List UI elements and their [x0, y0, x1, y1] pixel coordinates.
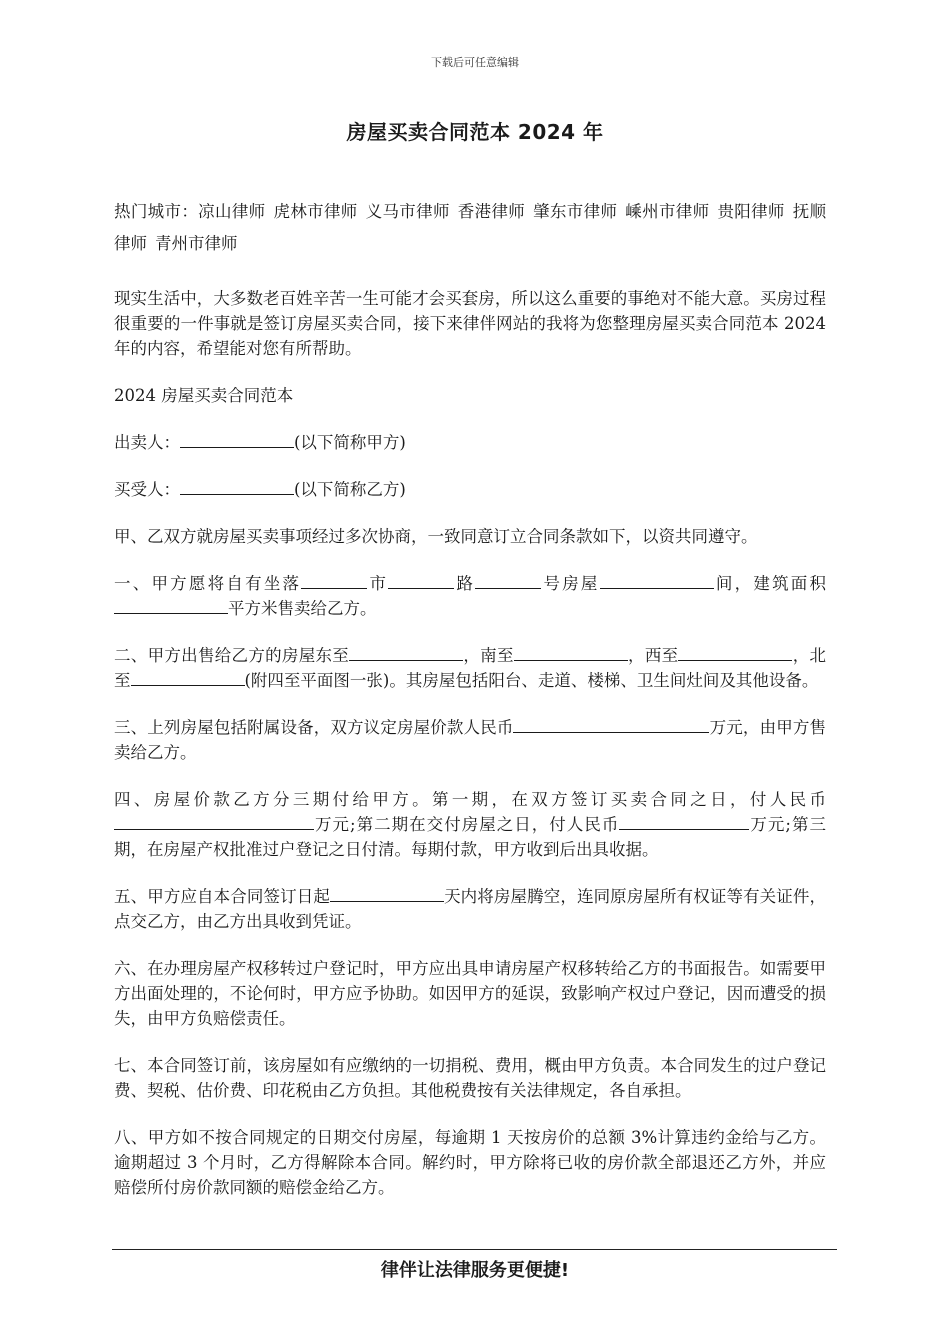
- city-link[interactable]: 凉山律师: [198, 202, 266, 221]
- intro-paragraph: 现实生活中，大多数老百姓辛苦一生可能才会买套房，所以这么重要的事绝对不能大意。买房过程很重要的一件事就是签订房屋买卖合同，接下来律伴网站的我将为您整理房屋买卖合同范本 2024 年的内容，希望能对您有所帮助。: [114, 289, 826, 358]
- clause-text: 三、上列房屋包括附属设备，双方议定房屋价款人民币: [114, 718, 514, 737]
- buyer-blank: [180, 477, 294, 495]
- seller-line: [114, 430, 826, 455]
- clause-text: ，西至: [627, 646, 679, 665]
- clause-text: 四、房屋价款乙方分三期付给甲方。第一期，在双方签订买卖合同之日，付人民币: [114, 790, 826, 809]
- header-note: 下载后可任意编辑: [431, 56, 519, 69]
- seller-suffix: (以下简称甲方): [294, 433, 406, 452]
- blank: [678, 643, 792, 661]
- clause-text: 二、甲方出售给乙方的房屋东至: [114, 646, 350, 665]
- blank: [330, 884, 444, 902]
- clause-1: [114, 571, 826, 621]
- clause-text: ，北至: [114, 646, 827, 690]
- blank: [131, 668, 245, 686]
- clause-6: 六、在办理房屋产权移转过户登记时，甲方应出具申请房屋产权移转给乙方的书面报告。如需要甲方出面处理的，不论何时，甲方应予协助。如因甲方的延误，致影响产权过户登记，因而遭受的损失，由甲方负赔偿责任。: [114, 959, 826, 1028]
- city-link[interactable]: 虎林市律师: [273, 202, 358, 221]
- clause-text: 万元;第二期在交付房屋之日，付人民币: [314, 815, 620, 834]
- seller-label: 出卖人：: [114, 433, 180, 452]
- contract-subtitle: 2024 房屋买卖合同范本: [114, 386, 294, 405]
- blank: [349, 643, 463, 661]
- city-link[interactable]: 肇东市律师: [533, 202, 618, 221]
- buyer-suffix: (以下简称乙方): [294, 480, 406, 499]
- clause-text: 五、甲方应自本合同签订日起: [114, 887, 330, 906]
- clause-text: 天内将房屋腾空，连同原房屋所有权证等有关证件，点交乙方，由乙方出具收到凭证。: [114, 887, 827, 931]
- blank: [388, 571, 454, 589]
- blank: [514, 643, 628, 661]
- blank: [619, 812, 749, 830]
- city-link[interactable]: 贵阳律师: [717, 202, 785, 221]
- clause-text: ，南至: [463, 646, 514, 665]
- buyer-label: 买受人：: [114, 480, 180, 499]
- clause-text: 万元;第三期，在房屋产权批准过户登记之日付清。每期付款，甲方收到后出具收据。: [114, 815, 826, 859]
- city-link[interactable]: 嵊州市律师: [625, 202, 710, 221]
- clause-text: (附四至平面图一张)。其房屋包括阳台、走道、楼梯、卫生间灶间及其他设备。: [244, 671, 819, 690]
- blank: [114, 812, 314, 830]
- footer-slogan: 律伴让法律服务更便捷!: [380, 1260, 570, 1281]
- footer-divider: [112, 1249, 837, 1250]
- preamble: 甲、乙双方就房屋买卖事项经过多次协商，一致同意订立合同条款如下，以资共同遵守。: [114, 527, 758, 546]
- document-title: 房屋买卖合同范本 2024 年: [346, 120, 604, 144]
- clause-text: 间，建筑面积: [713, 574, 827, 593]
- clause-4: [114, 787, 826, 862]
- clause-3: [114, 715, 826, 765]
- clause-text: 一、甲方愿将自有坐落: [114, 574, 302, 593]
- buyer-line: [114, 477, 826, 502]
- seller-blank: [180, 430, 294, 448]
- clause-7: 七、本合同签订前，该房屋如有应缴纳的一切捐税、费用，概由甲方负责。本合同发生的过户登记费、契税、估价费、印花税由乙方负担。其他税费按有关法律规定，各自承担。: [114, 1056, 826, 1100]
- hot-cities: [114, 196, 826, 260]
- clause-text: 平方米售卖给乙方。: [228, 599, 377, 618]
- blank: [513, 715, 709, 733]
- city-link[interactable]: 香港律师: [457, 202, 526, 221]
- clause-text: 路: [454, 574, 476, 593]
- document-body: [114, 196, 826, 1222]
- city-link[interactable]: 青州市律师: [155, 234, 238, 253]
- clause-text: 万元，由甲方售卖给乙方。: [114, 718, 827, 762]
- clause-5: [114, 884, 826, 934]
- hot-cities-label: 热门城市：: [114, 202, 199, 221]
- city-link[interactable]: 抚顺律师: [114, 202, 827, 253]
- clause-text: 市: [367, 574, 389, 593]
- blank: [301, 571, 367, 589]
- blank: [475, 571, 541, 589]
- city-link[interactable]: 义马市律师: [365, 202, 450, 221]
- blank: [114, 596, 228, 614]
- clause-2: [114, 643, 826, 693]
- blank: [600, 571, 714, 589]
- clause-8: 八、甲方如不按合同规定的日期交付房屋，每逾期 1 天按房价的总额 3%计算违约金给与乙方。逾期超过 3 个月时，乙方得解除本合同。解约时，甲方除将已收的房价款全部退还乙方外，并应赔偿所付房价款同额的赔偿金给乙方。: [114, 1128, 826, 1197]
- clause-text: 号房屋: [541, 574, 600, 593]
